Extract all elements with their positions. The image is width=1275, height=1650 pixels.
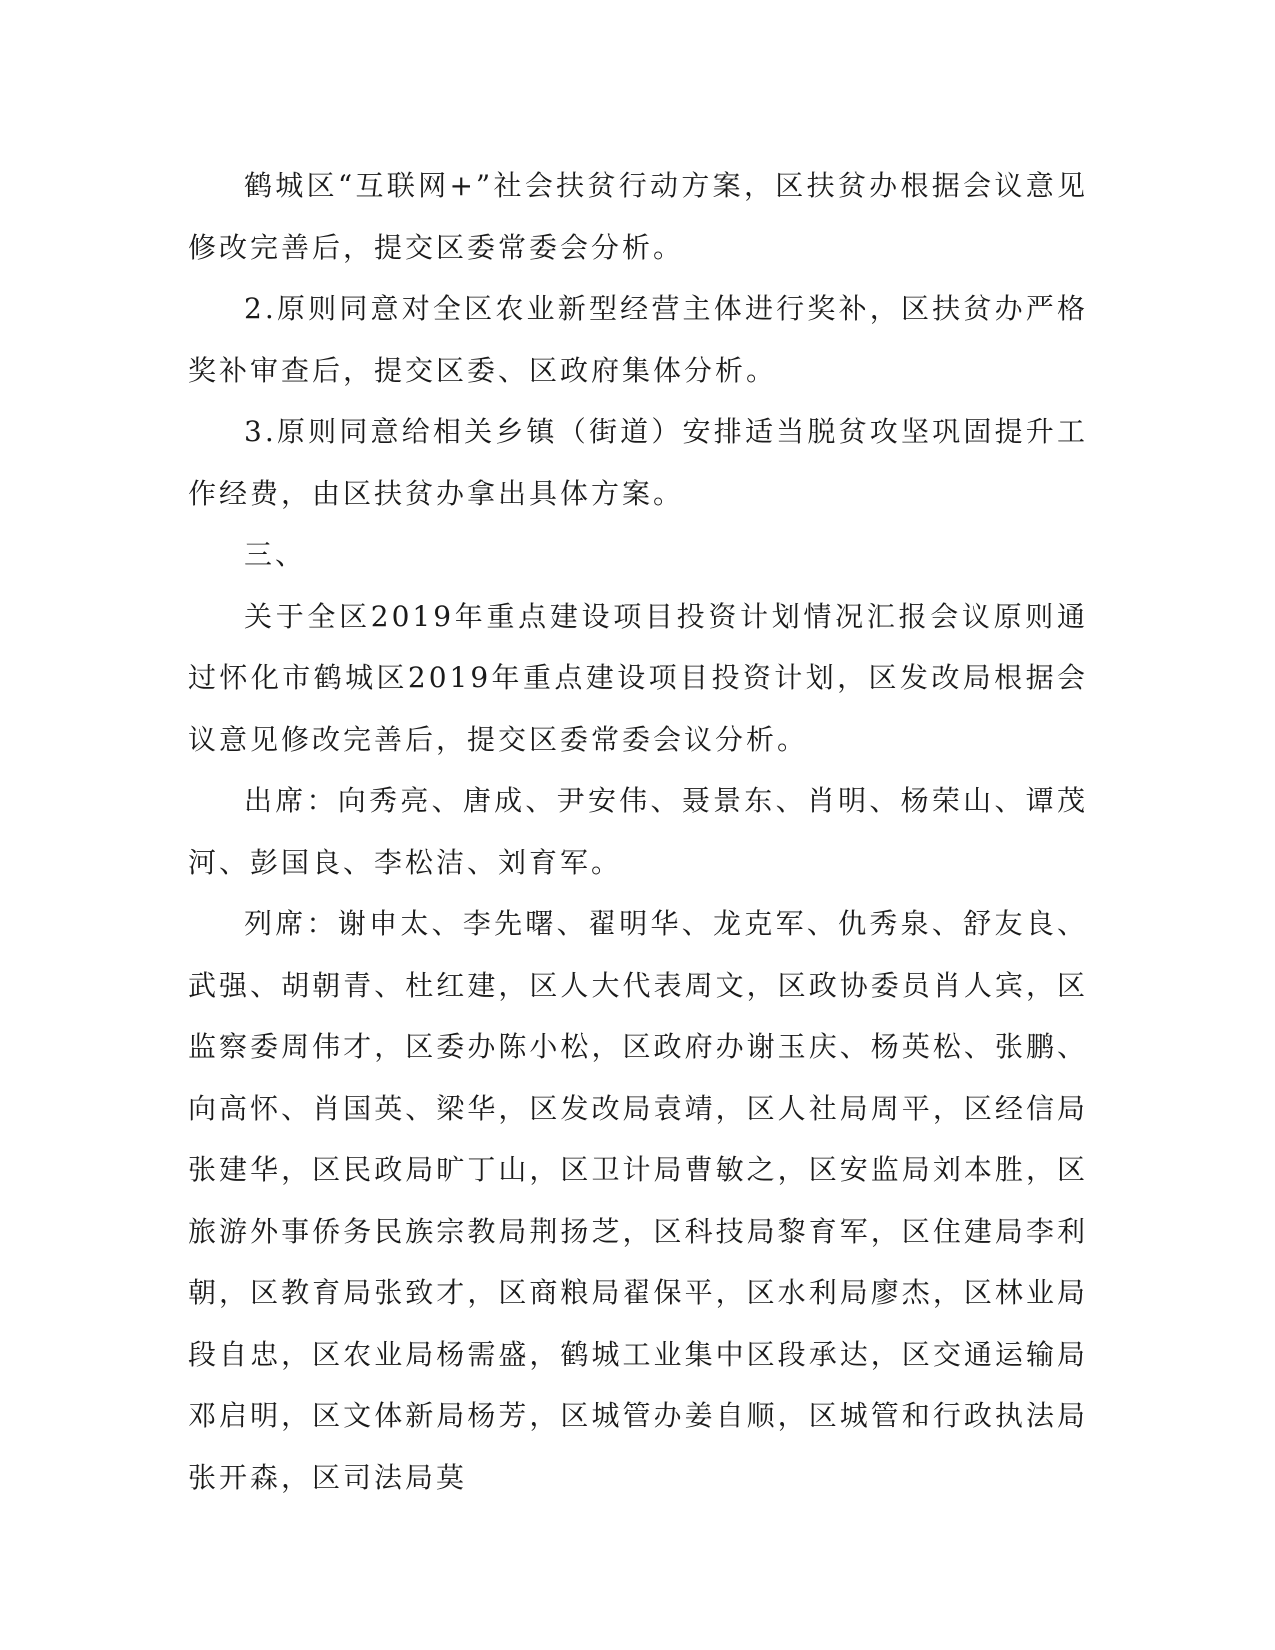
paragraph-action-plan: 鹤城区“互联网+”社会扶贫行动方案，区扶贫办根据会议意见修改完善后，提交区委常委会分析。 [188,169,1088,264]
paragraph-investment-plan: 关于全区2019年重点建设项目投资计划情况汇报会议原则通过怀化市鹤城区2019年重点建设项目投资计划，区发改局根据会议意见修改完善后，提交区委常委会议分析。 [188,599,1088,756]
document-body [188,155,1088,1508]
paragraph-observers: 列席：谢申太、李先曙、翟明华、龙克军、仇秀泉、舒友良、武强、胡朝青、杜红建，区人大代表周文，区政协委员肖人宾，区监察委周伟才，区委办陈小松，区政府办谢玉庆、杨英松、张鹏、向高怀、肖国英、梁华，区发改局袁靖，区人社局周平，区经信局张建华，区民政局旷丁山，区卫计局曹敏之，区安监局刘本胜，区旅游外事侨务民族宗教局荆扬芝，区科技局黎育军，区住建局李利朝，区教育局张致才，区商粮局翟保平，区水利局廖杰，区林业局段自忠，区农业局杨需盛，鹤城工业集中区段承达，区交通运输局邓启明，区文体新局杨芳，区城管办姜自顺，区城管和行政执法局张开森，区司法局莫 [188,907,1088,1494]
paragraph-item-3: 3.原则同意给相关乡镇（街道）安排适当脱贫攻坚巩固提升工作经费，由区扶贫办拿出具体方案。 [188,415,1088,510]
section-heading-three: 三、 [244,538,307,571]
paragraph-item-2: 2.原则同意对全区农业新型经营主体进行奖补，区扶贫办严格奖补审查后，提交区委、区政府集体分析。 [188,292,1088,387]
paragraph-attendees: 出席：向秀亮、唐成、尹安伟、聂景东、肖明、杨荣山、谭茂河、彭国良、李松洁、刘育军。 [188,784,1088,879]
